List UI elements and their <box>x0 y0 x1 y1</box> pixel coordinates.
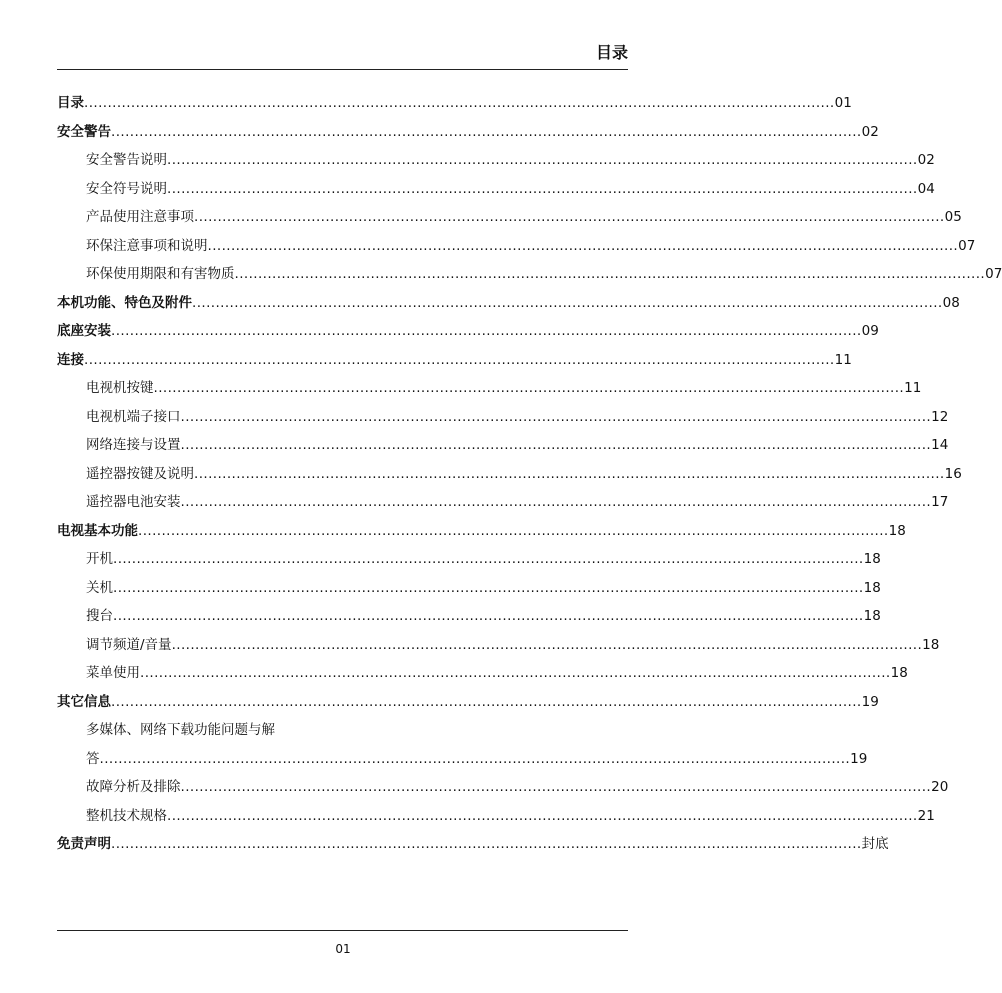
toc-entry-page: 11 <box>834 351 852 368</box>
page-header-title: 目录 <box>595 43 628 62</box>
toc-entry-page: 18 <box>922 636 940 653</box>
toc-entry[interactable] <box>57 351 852 369</box>
toc-entry-title: 安全符号说明 <box>86 180 167 197</box>
toc-entry[interactable] <box>57 522 906 540</box>
toc-entry[interactable] <box>86 151 935 169</box>
toc-leader-dots: ................................................................................................................................................................ <box>153 380 905 396</box>
toc-entry-title: 遥控器电池安装 <box>86 494 181 510</box>
toc-entry-page: 16 <box>944 465 962 482</box>
toc-entry-page: 18 <box>863 608 881 624</box>
toc-entry[interactable] <box>57 693 879 711</box>
toc-entry-title: 本机功能、特色及附件 <box>57 294 192 311</box>
toc-leader-dots: ................................................................................................................................................................ <box>113 579 864 596</box>
toc-entry-title: 免责声明 <box>57 836 111 852</box>
footer-divider <box>57 930 628 931</box>
toc-entry[interactable] <box>86 465 962 483</box>
toc-entry-title: 调节频道/音量 <box>86 636 172 653</box>
toc-leader-dots: ................................................................................................................................................................ <box>167 807 918 824</box>
toc-leader-dots: ................................................................................................................................................................ <box>138 522 889 539</box>
toc-entry-page: 11 <box>904 380 922 396</box>
toc-entry-page: 05 <box>944 209 962 225</box>
toc-entry-page: 01 <box>834 95 852 111</box>
toc-leader-dots: ................................................................................................................................................................ <box>180 494 932 510</box>
toc-entry-title: 遥控器按键及说明 <box>86 465 194 482</box>
toc-entry-title: 开机 <box>86 551 113 567</box>
toc-entry-page: 02 <box>917 152 935 168</box>
toc-entry-title: 目录 <box>57 95 84 111</box>
toc-entry[interactable] <box>86 180 935 198</box>
toc-leader-dots: ................................................................................................................................................................ <box>167 180 918 197</box>
toc-entry[interactable] <box>86 579 881 597</box>
toc-leader-dots: ................................................................................................................................................................ <box>180 408 932 425</box>
toc-leader-dots: ................................................................................................................................................................ <box>113 551 864 567</box>
toc-leader-dots: ................................................................................................................................................................ <box>207 237 959 254</box>
toc-leader-dots: ................................................................................................................................................................ <box>140 665 891 681</box>
toc-entry[interactable] <box>86 408 949 426</box>
toc-entry[interactable] <box>57 294 960 312</box>
toc-entry-page: 封底 <box>861 836 889 852</box>
toc-entry[interactable] <box>86 237 976 255</box>
toc-entry[interactable] <box>86 208 962 226</box>
toc-entry-page: 21 <box>917 807 935 824</box>
toc-entry[interactable] <box>86 379 922 397</box>
toc-entry[interactable] <box>86 636 940 654</box>
toc-leader-dots: ................................................................................................................................................................ <box>171 636 923 653</box>
toc-entry-page: 12 <box>931 408 949 425</box>
toc-leader-dots: ................................................................................................................................................................ <box>84 351 835 368</box>
toc-entry-title: 电视基本功能 <box>57 522 138 539</box>
toc-entry-title: 连接 <box>57 351 84 368</box>
toc-entry[interactable] <box>57 835 889 853</box>
toc-leader-dots: ................................................................................................................................................................ <box>180 437 932 453</box>
toc-entry-page: 18 <box>863 579 881 596</box>
toc-leader-dots: ................................................................................................................................................................ <box>113 608 864 624</box>
toc-entry-page: 14 <box>931 437 949 453</box>
toc-leader-dots: ................................................................................................................................................................ <box>194 465 945 482</box>
toc-entry-page: 18 <box>863 551 881 567</box>
toc-entry-title: 网络连接与设置 <box>86 437 181 453</box>
toc-entry[interactable] <box>86 664 908 682</box>
toc-leader-dots: ................................................................................................................................................................ <box>192 294 943 311</box>
toc-entry-title: 答 <box>86 750 100 767</box>
toc-entry-page: 19 <box>850 750 868 767</box>
toc-leader-dots: ................................................................................................................................................................ <box>111 323 862 339</box>
toc-leader-dots: ................................................................................................................................................................ <box>194 209 945 225</box>
toc-entry-page: 19 <box>861 693 879 710</box>
toc-leader-dots: ................................................................................................................................................................ <box>111 693 862 710</box>
page-number: 01 <box>335 942 351 956</box>
toc-entry-page: 02 <box>861 123 879 140</box>
toc-entry-page: 18 <box>890 665 908 681</box>
toc-leader-dots: ................................................................................................................................................................ <box>99 750 851 767</box>
toc-leader-dots: ................................................................................................................................................................ <box>111 836 862 852</box>
toc-entry-title: 底座安装 <box>57 323 111 339</box>
toc-entry-title: 电视机端子接口 <box>86 408 181 425</box>
toc-entry[interactable] <box>86 750 868 768</box>
toc-leader-dots: ................................................................................................................................................................ <box>180 779 932 795</box>
toc-entry[interactable] <box>57 94 852 112</box>
toc-entry-title: 安全警告说明 <box>86 152 167 168</box>
toc-entry-title: 关机 <box>86 579 113 596</box>
toc-entry-title: 菜单使用 <box>86 665 140 681</box>
toc-entry[interactable] <box>86 721 275 739</box>
toc-entry-page: 04 <box>917 180 935 197</box>
toc-entry-page: 07 <box>985 266 1002 282</box>
toc-entry-title: 环保注意事项和说明 <box>86 237 208 254</box>
toc-leader-dots: ................................................................................................................................................................ <box>167 152 918 168</box>
toc-leader-dots: ................................................................................................................................................................ <box>234 266 986 282</box>
toc-entry-page: 18 <box>888 522 906 539</box>
toc-entry-title: 搜台 <box>86 608 113 624</box>
toc-entry-page: 17 <box>931 494 949 510</box>
toc-entry[interactable] <box>86 493 949 511</box>
toc-entry[interactable] <box>86 607 881 625</box>
toc-entry-title: 电视机按键 <box>86 380 154 396</box>
toc-entry-title: 故障分析及排除 <box>86 779 181 795</box>
toc-entry-title: 其它信息 <box>57 693 111 710</box>
toc-entry-title: 整机技术规格 <box>86 807 167 824</box>
toc-entry-title: 环保使用期限和有害物质 <box>86 266 235 282</box>
toc-entry-title: 产品使用注意事项 <box>86 209 194 225</box>
toc-entry[interactable] <box>86 778 949 796</box>
toc-entry[interactable] <box>57 322 879 340</box>
toc-leader-dots: ................................................................................................................................................................ <box>111 123 862 140</box>
toc-entry[interactable] <box>57 123 879 141</box>
toc-entry-page: 07 <box>958 237 976 254</box>
toc-entry-page: 08 <box>942 294 960 311</box>
toc-entry[interactable] <box>86 807 935 825</box>
toc-entry[interactable] <box>86 265 1002 283</box>
toc-leader-dots: ................................................................................................................................................................ <box>84 95 835 111</box>
toc-entry-title: 安全警告 <box>57 123 111 140</box>
toc-entry-page: 20 <box>931 779 949 795</box>
toc-entry[interactable] <box>86 436 949 454</box>
toc-entry-page: 09 <box>861 323 879 339</box>
toc-entry[interactable] <box>86 550 881 568</box>
toc-entry-title: 多媒体、网络下载功能问题与解 <box>86 722 275 738</box>
